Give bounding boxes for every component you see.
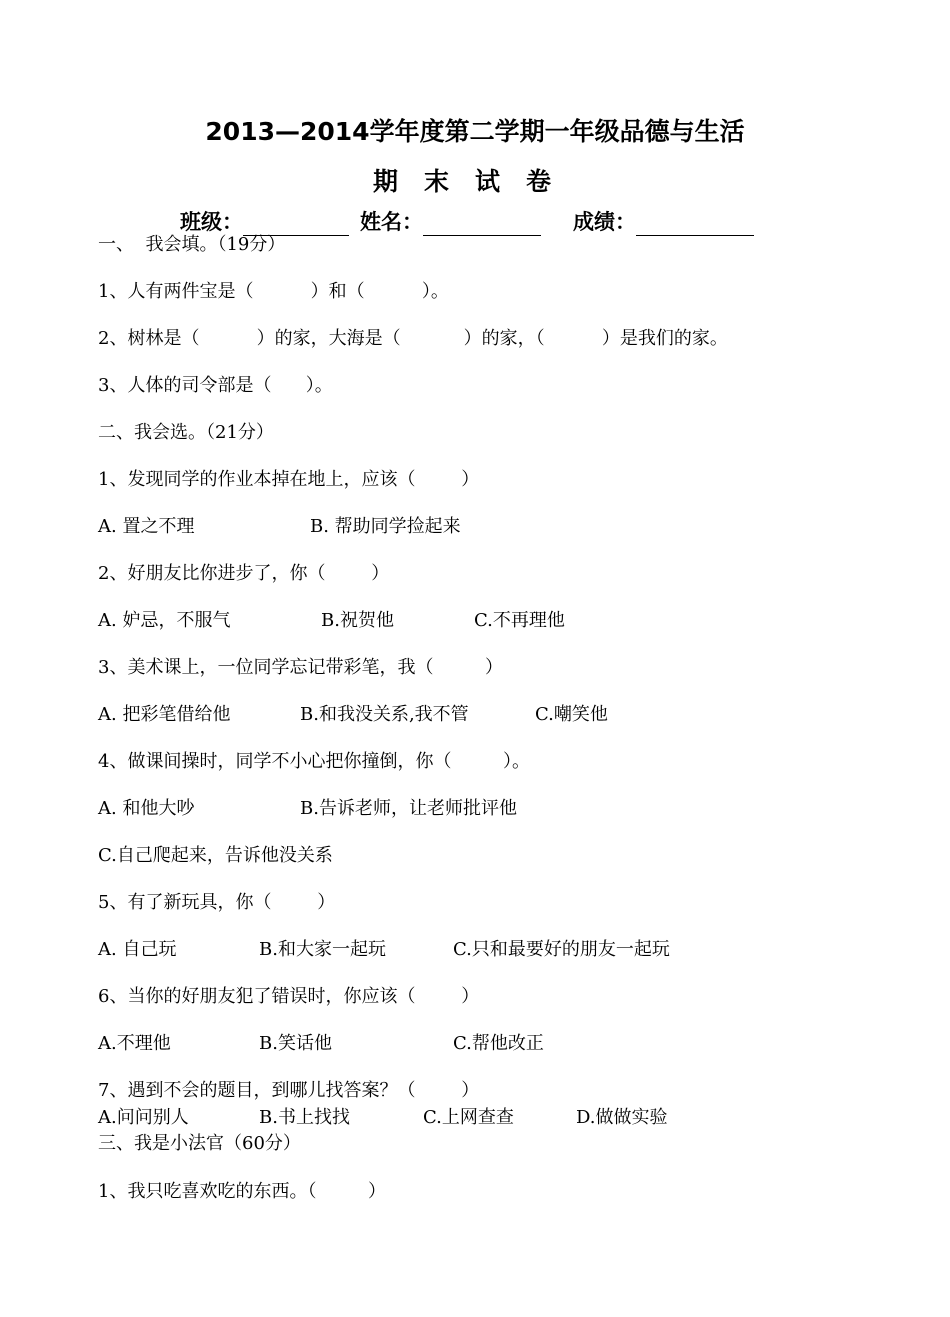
q3-option-b: B.和我没关系,我不管 — [300, 704, 469, 725]
q3-option-a: A. 把彩笔借给他 — [98, 704, 231, 725]
q6-option-c: C.帮他改正 — [453, 1033, 544, 1054]
choice-question-1: 1、发现同学的作业本掉在地上，应该（ ） — [98, 469, 480, 490]
choice-question-3: 3、美术课上，一位同学忘记带彩笔，我（ ） — [98, 657, 503, 678]
choice-question-5: 5、有了新玩具，你（ ） — [98, 892, 336, 913]
q7-option-d: D.做做实验 — [576, 1107, 668, 1128]
q4-option-a: A. 和他大吵 — [98, 798, 195, 819]
section-3-heading: 三、我是小法官（60分） — [98, 1133, 301, 1154]
q7-option-a: A.问问别人 — [98, 1107, 189, 1128]
q4-option-b: B.告诉老师，让老师批评他 — [300, 798, 517, 819]
q5-option-a: A. 自己玩 — [98, 939, 177, 960]
q3-option-c: C.嘲笑他 — [535, 704, 608, 725]
name-label: 姓名： — [360, 210, 423, 234]
section-1-heading: 一、 我会填。（19分） — [98, 234, 286, 255]
q7-option-b: B.书上找找 — [259, 1107, 350, 1128]
q4-option-c: C.自己爬起来，告诉他没关系 — [98, 845, 333, 866]
score-field — [573, 206, 754, 234]
q5-option-c: C.只和最要好的朋友一起玩 — [453, 939, 670, 960]
fill-question-1: 1、人有两件宝是（ ）和（ ）。 — [98, 281, 449, 302]
name-blank[interactable] — [423, 213, 541, 236]
choice-question-6: 6、当你的好朋友犯了错误时，你应该（ ） — [98, 986, 480, 1007]
q7-option-c: C.上网查查 — [423, 1107, 514, 1128]
q2-option-c: C.不再理他 — [474, 610, 565, 631]
fill-question-3: 3、人体的司令部是（ ）。 — [98, 375, 333, 396]
class-blank[interactable] — [243, 213, 349, 236]
judge-question-1: 1、我只吃喜欢吃的东西。（ ） — [98, 1181, 386, 1202]
q1-option-b: B. 帮助同学捡起来 — [310, 516, 461, 537]
choice-question-4: 4、做课间操时，同学不小心把你撞倒，你（ ）。 — [98, 751, 530, 772]
q5-option-b: B.和大家一起玩 — [259, 939, 386, 960]
q2-option-b: B.祝贺他 — [321, 610, 394, 631]
class-label: 班级： — [180, 210, 243, 234]
q1-option-a: A. 置之不理 — [98, 516, 195, 537]
choice-question-2: 2、好朋友比你进步了，你（ ） — [98, 563, 390, 584]
q2-option-a: A. 妒忌，不服气 — [98, 610, 231, 631]
choice-question-7: 7、遇到不会的题目，到哪儿找答案？（ ） — [98, 1080, 480, 1101]
exam-title: 2013—2014学年度第二学期一年级品德与生活 — [205, 117, 745, 146]
q6-option-a: A.不理他 — [98, 1033, 171, 1054]
name-field — [360, 206, 541, 234]
q6-option-b: B.笑话他 — [259, 1033, 332, 1054]
score-label: 成绩： — [573, 210, 636, 234]
exam-subtitle: 期末试卷 — [372, 167, 577, 196]
score-blank[interactable] — [636, 213, 754, 236]
class-field — [180, 206, 349, 234]
section-2-heading: 二、我会选。（21分） — [98, 422, 274, 443]
fill-question-2: 2、树林是（ ）的家，大海是（ ）的家，（ ）是我们的家。 — [98, 328, 728, 349]
